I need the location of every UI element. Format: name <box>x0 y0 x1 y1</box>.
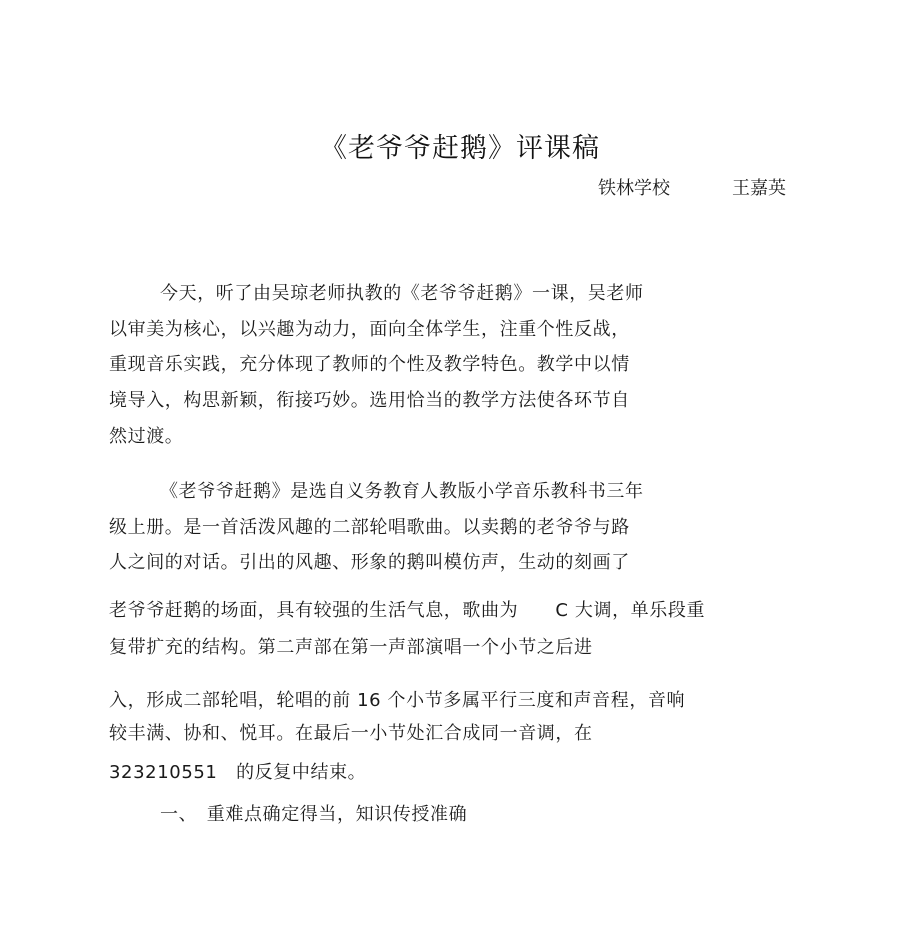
section-heading: 一、 重难点确定得当，知识传授准确 <box>160 804 468 825</box>
paragraph-line: 重现音乐实践，充分体现了教师的个性及教学特色。教学中以情 <box>109 354 630 375</box>
paragraph-line: 老爷爷赶鹅的场面，具有较强的生活气息，歌曲为 C 大调，单乐段重 <box>109 600 706 621</box>
paragraph-line: 境导入，构思新颖，衔接巧妙。选用恰当的教学方法使各环节自 <box>109 390 630 411</box>
paragraph-line: 今天，听了由吴琼老师执教的《老爷爷赶鹅》一课，吴老师 <box>160 283 644 304</box>
paragraph-line: 复带扩充的结构。第二声部在第一声部演唱一个小节之后进 <box>109 637 593 658</box>
paragraph-line: 然过渡。 <box>109 426 184 447</box>
school-name: 铁林学校 <box>598 178 670 199</box>
paragraph-line: 级上册。是一首活泼风趣的二部轮唱歌曲。以卖鹅的老爷爷与路 <box>109 517 630 538</box>
paragraph-line: 入，形成二部轮唱，轮唱的前 16 个小节多属平行三度和声音程，音响 <box>109 690 686 711</box>
paragraph-line: 人之间的对话。引出的风趣、形象的鹅叫模仿声，生动的刻画了 <box>109 552 630 573</box>
byline <box>598 174 786 200</box>
document-title: 《老爷爷赶鹅》评课稿 <box>320 133 600 164</box>
paragraph-line: 以审美为核心，以兴趣为动力，面向全体学生，注重个性反战， <box>109 319 630 340</box>
author-name: 王嘉英 <box>732 178 786 199</box>
paragraph-line: 较丰满、协和、悦耳。在最后一小节处汇合成同一音调，在 <box>109 723 593 744</box>
paragraph-line: 323210551 的反复中结束。 <box>109 762 367 783</box>
paragraph-line: 《老爷爷赶鹅》是选自义务教育人教版小学音乐教科书三年 <box>160 481 644 502</box>
